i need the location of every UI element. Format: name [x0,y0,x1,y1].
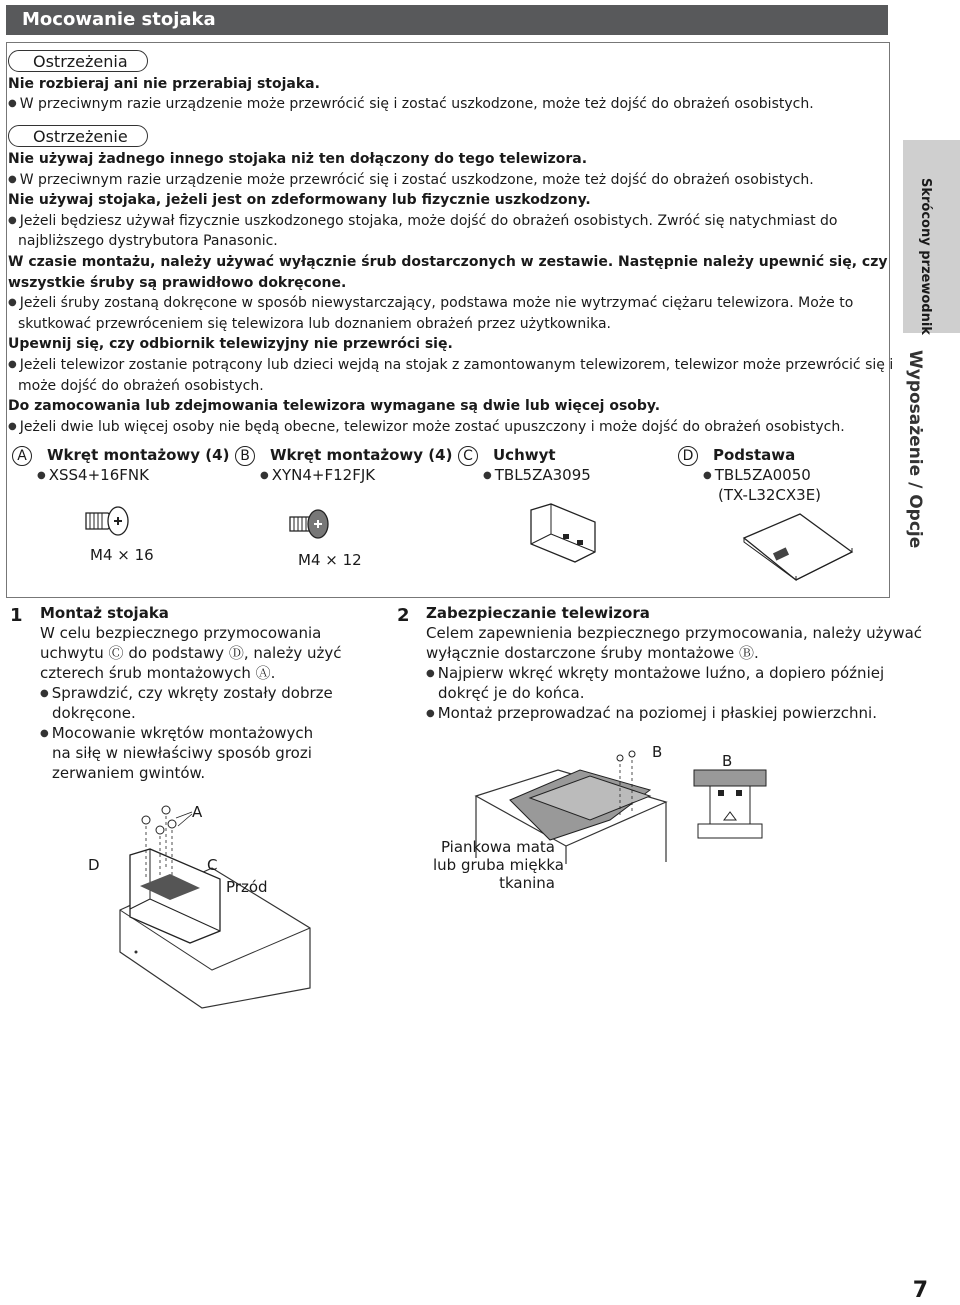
warning1-bullet: ● W przeciwnym razie urządzenie może przewrócić się i zostać uszkodzone, może też dojść do obrażeń osobistych. [8,94,814,114]
base-illustration [740,510,855,585]
warning2-text: ● Jeżeli telewizor zostanie potrącony lub dzieci wejdą na stojak z zamontowanym telewizorem, telewizor może przewrócić się i [8,355,893,375]
warning-badge-1: Ostrzeżenia [8,50,148,72]
part-letter: A [12,446,32,466]
warning2-heading: W czasie montażu, należy używać wyłącznie śrub dostarczonych w zestawie. Następnie należy upewnić się, czy [8,254,888,270]
step-bullet-line: na siłę w niewłaściwy sposób grozi [52,744,312,762]
part-code: ● TBL5ZA0050 [703,466,811,484]
step-bullet-line: ● Montaż przeprowadzać na poziomej i płaskiej powierzchni. [426,703,877,724]
step-bullet-line: dokręć je do końca. [438,684,585,702]
step-bullet-line: ● Najpierw wkręć wkręty montażowe luźno, a dopiero później [426,663,884,684]
step-bullet-line: ● Sprawdzić, czy wkręty zostały dobrze [40,683,333,704]
step-text-line: Celem zapewnienia bezpiecznego przymocowania, należy używać [426,624,923,642]
part-letter: C [458,446,478,466]
label-a: A [192,803,203,821]
warning2-text: ● Jeżeli dwie lub więcej osoby nie będą obecne, telewizor może zostać upuszczony i może dojść do obrażeń osobistych. [8,417,845,437]
warning2-heading: Do zamocowania lub zdejmowania telewizora wymagane są dwie lub więcej osoby. [8,398,661,415]
screw-a-illustration [84,505,134,537]
step-bullet-line: ● Mocowanie wkrętów montażowych [40,723,313,744]
warning2-heading: Upewnij się, czy odbiornik telewizyjny nie przewróci się. [8,336,453,353]
label-c: C [207,856,218,874]
step-1-title: Montaż stojaka [40,604,169,622]
warning2-text: ● W przeciwnym razie urządzenie może przewrócić się i zostać uszkodzone, może też dojść do obrażeń osobistych. [8,170,814,190]
warning2-heading: Nie używaj żadnego innego stojaka niż ten dołączony do tego telewizora. [8,151,588,167]
screw-b-illustration [288,508,338,540]
step-text-line: W celu bezpiecznego przymocowania [40,624,322,642]
part-name: Podstawa [713,446,796,464]
part-name: Wkręt montażowy (4) [270,446,453,464]
part-code: ● TBL5ZA3095 [483,466,591,484]
part-name: Uchwyt [493,446,556,464]
page-number: 7 [912,1278,928,1303]
section-header [6,5,888,35]
step-2-number: 2 [397,605,410,626]
mat-label: Piankowa mata lub gruba miękka tkanina [433,838,564,892]
warning2-text: ● Jeżeli śruby zostaną dokręcone w sposób niewystarczający, podstawa może nie wytrzymać ciężaru telewizora. Może to [8,293,853,313]
sidebar-tab-quick-guide: Skrócony przewodnik [918,178,933,335]
label-front: Przód [226,878,268,896]
warning2-text: najbliższego dystrybutora Panasonic. [18,233,278,250]
part-name: Wkręt montażowy (4) [47,446,230,464]
part-code: ● XYN4+F12FJK [260,466,375,484]
step-text-line: uchwytu Ⓒ do podstawy Ⓓ, należy użyć [40,644,342,662]
warning2-heading: wszystkie śruby są prawidłowo dokręcone. [8,274,347,291]
warning2-text: skutkować przewróceniem się telewizora lub doznaniem obrażeń przez użytkownika. [18,315,611,332]
part-code: ● XSS4+16FNK [37,466,149,484]
step-2-title: Zabezpieczanie telewizora [426,604,650,622]
step-text-line: czterech śrub montażowych Ⓐ. [40,664,276,682]
warning-badge-2: Ostrzeżenie [8,125,148,147]
part-letter: B [235,446,255,466]
part-size: M4 × 12 [298,551,362,569]
warning2-text: ● Jeżeli będziesz używał fizycznie uszkodzonego stojaka, może dojść do obrażeń osobistych. Zwróć się natychmiast do [8,211,837,231]
step-text-line: wyłącznie dostarczone śruby montażowe Ⓑ. [426,644,759,662]
step-bullet-line: dokręcone. [52,704,136,722]
stand-assembly-illustration [100,800,330,1010]
warning1-heading: Nie rozbieraj ani nie przerabiaj stojaka. [8,76,320,92]
warning2-heading: Nie używaj stojaka, jeżeli jest on zdeformowany lub fizycznie uszkodzony. [8,192,591,209]
label-b-2: B [722,752,733,770]
section-title: Mocowanie stojaka [22,9,216,30]
step-1-number: 1 [10,605,23,626]
bracket-illustration [525,500,605,568]
label-b-1: B [652,743,663,761]
step-bullet-line: zerwaniem gwintów. [52,764,206,782]
part-letter: D [678,446,698,466]
bracket-closeup-illustration [690,760,770,850]
warning2-text: może dojść do obrażeń osobistych. [18,377,264,394]
sidebar-tab-accessories: Wyposażenie / Opcje [905,350,925,549]
label-d: D [88,856,100,874]
part-model: (TX-L32CX3E) [718,486,822,504]
part-size: M4 × 16 [90,546,154,564]
